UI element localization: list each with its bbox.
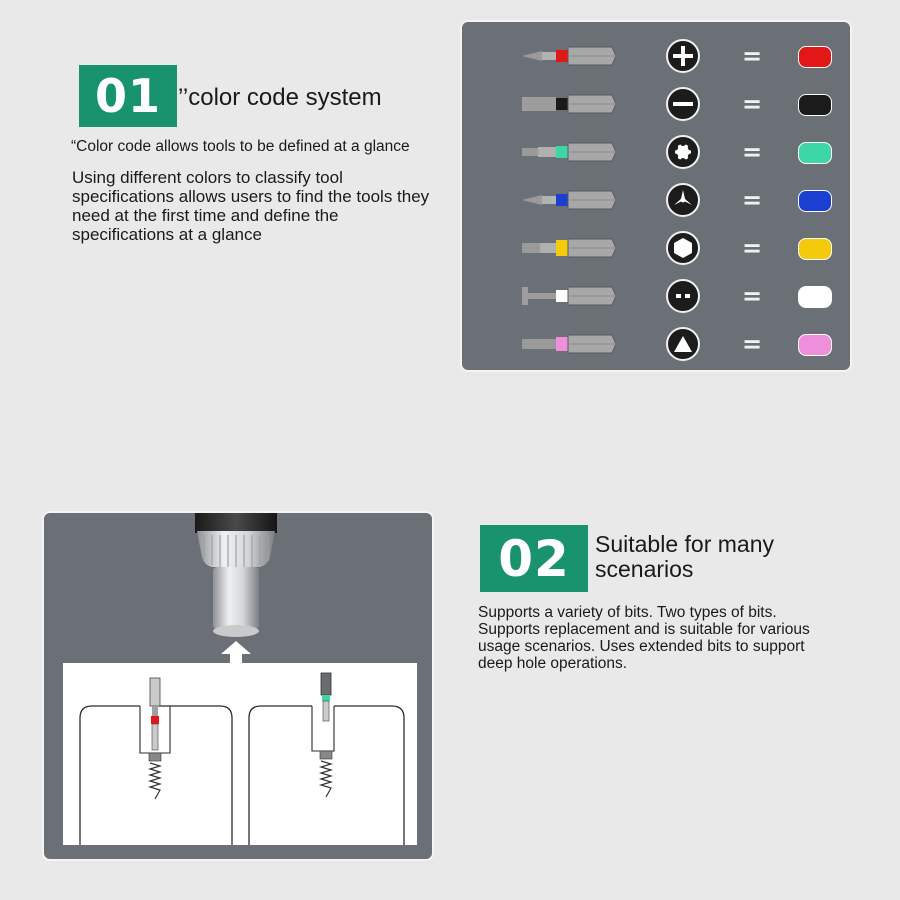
color-swatch bbox=[798, 334, 832, 356]
color-code-row bbox=[462, 84, 850, 124]
color-swatch bbox=[798, 142, 832, 164]
slotted-icon bbox=[666, 87, 700, 121]
tri-wing-icon bbox=[666, 183, 700, 217]
section-number-badge: 02 bbox=[480, 525, 588, 592]
color-swatch bbox=[798, 286, 832, 308]
hex-icon bbox=[666, 231, 700, 265]
torx-bit-icon bbox=[520, 138, 616, 166]
color-code-row bbox=[462, 132, 850, 172]
triangle-icon bbox=[666, 327, 700, 361]
section-description: Using different colors to classify tool specifications allows users to find the tools they need at the first time and define the specifications at a glance bbox=[72, 168, 430, 244]
section-number-badge: 01 bbox=[79, 65, 177, 127]
color-swatch bbox=[798, 238, 832, 260]
phillips-icon bbox=[666, 39, 700, 73]
color-swatch bbox=[798, 46, 832, 68]
color-code-row bbox=[462, 324, 850, 364]
section-title: ’’color code system bbox=[178, 84, 382, 111]
equals-sign: = bbox=[742, 186, 763, 214]
color-code-row bbox=[462, 276, 850, 316]
section-title: Suitable for many scenarios bbox=[595, 531, 774, 582]
torx-icon bbox=[666, 135, 700, 169]
tri-wing-bit-icon bbox=[520, 186, 616, 214]
color-swatch bbox=[798, 190, 832, 212]
section-description: Supports a variety of bits. Two types of bits. Supports replacement and is suitable for various usage scenarios. Uses extended bits to support deep hole operations. bbox=[478, 604, 810, 672]
screwdriver-icon bbox=[195, 513, 277, 637]
deep-hole-illustration bbox=[44, 513, 432, 859]
equals-sign: = bbox=[742, 234, 763, 262]
arrow-up-icon bbox=[221, 641, 251, 663]
color-swatch bbox=[798, 94, 832, 116]
phillips-bit-icon bbox=[520, 42, 616, 70]
equals-sign: = bbox=[742, 90, 763, 118]
scenario-illustration-panel bbox=[42, 511, 434, 861]
color-code-row bbox=[462, 228, 850, 268]
hex-bit-icon bbox=[520, 234, 616, 262]
color-code-row bbox=[462, 36, 850, 76]
spanner-icon bbox=[666, 279, 700, 313]
equals-sign: = bbox=[742, 330, 763, 358]
triangle-bit-icon bbox=[520, 330, 616, 358]
tagline: “Color code allows tools to be defined at a glance bbox=[71, 138, 410, 155]
equals-sign: = bbox=[742, 138, 763, 166]
spanner-bit-icon bbox=[520, 282, 616, 310]
slotted-bit-icon bbox=[520, 90, 616, 118]
color-code-row bbox=[462, 180, 850, 220]
color-code-panel bbox=[460, 20, 852, 372]
equals-sign: = bbox=[742, 42, 763, 70]
equals-sign: = bbox=[742, 282, 763, 310]
